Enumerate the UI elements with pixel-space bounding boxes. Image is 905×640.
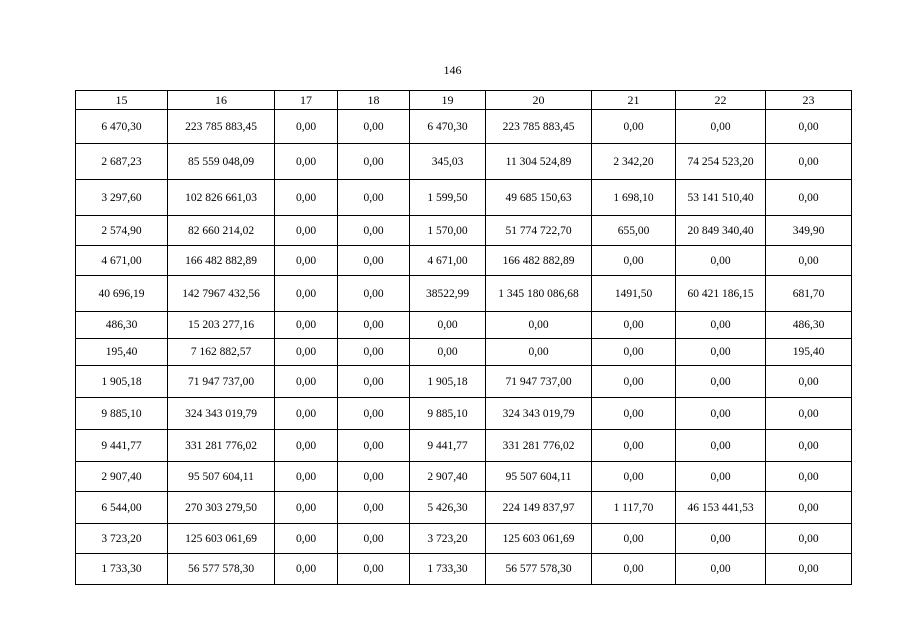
column-header: 19 <box>410 91 486 110</box>
table-cell: 223 785 883,45 <box>486 110 592 144</box>
table-cell: 9 885,10 <box>410 398 486 430</box>
table-cell: 46 153 441,53 <box>676 492 766 524</box>
table-cell: 486,30 <box>766 312 852 339</box>
column-header: 22 <box>676 91 766 110</box>
table-cell: 0,00 <box>766 554 852 585</box>
table-cell: 0,00 <box>676 398 766 430</box>
column-header: 15 <box>76 91 168 110</box>
column-header: 20 <box>486 91 592 110</box>
table-cell: 0,00 <box>338 492 410 524</box>
table-cell: 0,00 <box>486 312 592 339</box>
table-cell: 3 723,20 <box>410 524 486 554</box>
table-row <box>76 554 852 585</box>
table-cell: 82 660 214,02 <box>168 216 275 246</box>
table-cell: 9 885,10 <box>76 398 168 430</box>
table-cell: 125 603 061,69 <box>486 524 592 554</box>
table-cell: 0,00 <box>275 398 338 430</box>
table-cell: 0,00 <box>275 554 338 585</box>
table-cell: 2 342,20 <box>592 144 676 180</box>
table-cell: 142 7967 432,56 <box>168 276 275 312</box>
table-cell: 1 117,70 <box>592 492 676 524</box>
table-cell: 0,00 <box>275 462 338 492</box>
table-cell: 0,00 <box>338 462 410 492</box>
table-cell: 345,03 <box>410 144 486 180</box>
table-cell: 0,00 <box>338 554 410 585</box>
table-cell: 223 785 883,45 <box>168 110 275 144</box>
table-row <box>76 339 852 366</box>
table-cell: 53 141 510,40 <box>676 180 766 216</box>
table-cell: 224 149 837,97 <box>486 492 592 524</box>
table-cell: 0,00 <box>592 462 676 492</box>
table-cell: 4 671,00 <box>410 246 486 276</box>
table-cell: 0,00 <box>676 312 766 339</box>
table-cell: 4 671,00 <box>76 246 168 276</box>
table-cell: 0,00 <box>275 180 338 216</box>
table-cell: 1 905,18 <box>76 366 168 398</box>
table-cell: 0,00 <box>486 339 592 366</box>
table-cell: 0,00 <box>592 430 676 462</box>
table-cell: 0,00 <box>766 398 852 430</box>
table-cell: 2 907,40 <box>410 462 486 492</box>
table-cell: 0,00 <box>676 554 766 585</box>
column-header: 23 <box>766 91 852 110</box>
table-cell: 0,00 <box>338 366 410 398</box>
table-row <box>76 524 852 554</box>
table-cell: 0,00 <box>275 492 338 524</box>
table-cell: 270 303 279,50 <box>168 492 275 524</box>
page-number: 146 <box>443 63 462 77</box>
table-cell: 331 281 776,02 <box>486 430 592 462</box>
table-cell: 6 544,00 <box>76 492 168 524</box>
table-cell: 195,40 <box>76 339 168 366</box>
header-row <box>76 91 852 110</box>
table-row <box>76 276 852 312</box>
table-cell: 655,00 <box>592 216 676 246</box>
table-cell: 0,00 <box>275 430 338 462</box>
table-cell: 0,00 <box>676 339 766 366</box>
table-cell: 1 698,10 <box>592 180 676 216</box>
table-cell: 1 345 180 086,68 <box>486 276 592 312</box>
table-row <box>76 366 852 398</box>
table-row <box>76 144 852 180</box>
table-cell: 49 685 150,63 <box>486 180 592 216</box>
table-cell: 195,40 <box>766 339 852 366</box>
table-cell: 0,00 <box>338 216 410 246</box>
table-cell: 2 574,90 <box>76 216 168 246</box>
table-cell: 0,00 <box>338 276 410 312</box>
table-cell: 0,00 <box>338 246 410 276</box>
table-row <box>76 246 852 276</box>
table-row <box>76 462 852 492</box>
table-cell: 56 577 578,30 <box>486 554 592 585</box>
table-cell: 3 297,60 <box>76 180 168 216</box>
table-cell: 60 421 186,15 <box>676 276 766 312</box>
table-cell: 0,00 <box>766 144 852 180</box>
table-cell: 0,00 <box>676 366 766 398</box>
table-cell: 1 599,50 <box>410 180 486 216</box>
table-cell: 11 304 524,89 <box>486 144 592 180</box>
table-cell: 0,00 <box>275 246 338 276</box>
table-row <box>76 398 852 430</box>
table-cell: 0,00 <box>676 246 766 276</box>
table-cell: 0,00 <box>275 366 338 398</box>
table-cell: 15 203 277,16 <box>168 312 275 339</box>
table-cell: 0,00 <box>592 524 676 554</box>
table-cell: 0,00 <box>410 339 486 366</box>
table-cell: 9 441,77 <box>410 430 486 462</box>
table-cell: 0,00 <box>410 312 486 339</box>
table-cell: 349,90 <box>766 216 852 246</box>
table-cell: 7 162 882,57 <box>168 339 275 366</box>
table-cell: 0,00 <box>766 492 852 524</box>
table-row <box>76 216 852 246</box>
table-cell: 85 559 048,09 <box>168 144 275 180</box>
table-cell: 0,00 <box>275 524 338 554</box>
table-cell: 0,00 <box>275 276 338 312</box>
column-header: 18 <box>338 91 410 110</box>
table-cell: 166 482 882,89 <box>168 246 275 276</box>
table-cell: 20 849 340,40 <box>676 216 766 246</box>
table-cell: 324 343 019,79 <box>168 398 275 430</box>
table-row <box>76 312 852 339</box>
table-cell: 0,00 <box>766 246 852 276</box>
table-cell: 0,00 <box>766 366 852 398</box>
table-cell: 56 577 578,30 <box>168 554 275 585</box>
table-cell: 0,00 <box>766 110 852 144</box>
table-cell: 102 826 661,03 <box>168 180 275 216</box>
table-cell: 0,00 <box>338 430 410 462</box>
table-cell: 1491,50 <box>592 276 676 312</box>
table-row <box>76 110 852 144</box>
table-cell: 71 947 737,00 <box>168 366 275 398</box>
table-cell: 2 687,23 <box>76 144 168 180</box>
table-cell: 0,00 <box>592 246 676 276</box>
table-cell: 324 343 019,79 <box>486 398 592 430</box>
table-cell: 95 507 604,11 <box>486 462 592 492</box>
table-cell: 95 507 604,11 <box>168 462 275 492</box>
column-header: 21 <box>592 91 676 110</box>
table-cell: 0,00 <box>676 430 766 462</box>
table-cell: 0,00 <box>338 524 410 554</box>
table-row <box>76 492 852 524</box>
table-cell: 1 905,18 <box>410 366 486 398</box>
column-header: 16 <box>168 91 275 110</box>
table-cell: 0,00 <box>592 398 676 430</box>
table-cell: 125 603 061,69 <box>168 524 275 554</box>
table-cell: 0,00 <box>338 110 410 144</box>
table-row <box>76 430 852 462</box>
table-cell: 486,30 <box>76 312 168 339</box>
table-cell: 74 254 523,20 <box>676 144 766 180</box>
table-cell: 0,00 <box>338 398 410 430</box>
table-cell: 0,00 <box>338 339 410 366</box>
table-cell: 681,70 <box>766 276 852 312</box>
table-cell: 71 947 737,00 <box>486 366 592 398</box>
table-cell: 0,00 <box>338 144 410 180</box>
table-cell: 0,00 <box>676 524 766 554</box>
table-cell: 6 470,30 <box>76 110 168 144</box>
table-cell: 38522,99 <box>410 276 486 312</box>
table-cell: 0,00 <box>338 312 410 339</box>
table-cell: 0,00 <box>766 524 852 554</box>
table-cell: 0,00 <box>766 430 852 462</box>
table-cell: 0,00 <box>766 462 852 492</box>
table-cell: 1 570,00 <box>410 216 486 246</box>
table-cell: 0,00 <box>338 180 410 216</box>
table-cell: 0,00 <box>766 180 852 216</box>
table-cell: 3 723,20 <box>76 524 168 554</box>
table-cell: 0,00 <box>676 110 766 144</box>
table-cell: 331 281 776,02 <box>168 430 275 462</box>
table-cell: 166 482 882,89 <box>486 246 592 276</box>
table-cell: 1 733,30 <box>76 554 168 585</box>
table-cell: 40 696,19 <box>76 276 168 312</box>
table-cell: 0,00 <box>676 462 766 492</box>
table-cell: 51 774 722,70 <box>486 216 592 246</box>
data-table <box>75 90 852 585</box>
table-cell: 0,00 <box>592 110 676 144</box>
table-cell: 1 733,30 <box>410 554 486 585</box>
table-cell: 0,00 <box>592 554 676 585</box>
table-cell: 0,00 <box>275 312 338 339</box>
table-cell: 0,00 <box>275 339 338 366</box>
table-body <box>76 91 852 585</box>
table-cell: 6 470,30 <box>410 110 486 144</box>
column-header: 17 <box>275 91 338 110</box>
table-cell: 9 441,77 <box>76 430 168 462</box>
table-cell: 2 907,40 <box>76 462 168 492</box>
table-row <box>76 180 852 216</box>
table-cell: 0,00 <box>592 312 676 339</box>
table-cell: 0,00 <box>592 339 676 366</box>
table-cell: 0,00 <box>275 144 338 180</box>
table-cell: 5 426,30 <box>410 492 486 524</box>
table-cell: 0,00 <box>275 110 338 144</box>
table-cell: 0,00 <box>592 366 676 398</box>
table-cell: 0,00 <box>275 216 338 246</box>
